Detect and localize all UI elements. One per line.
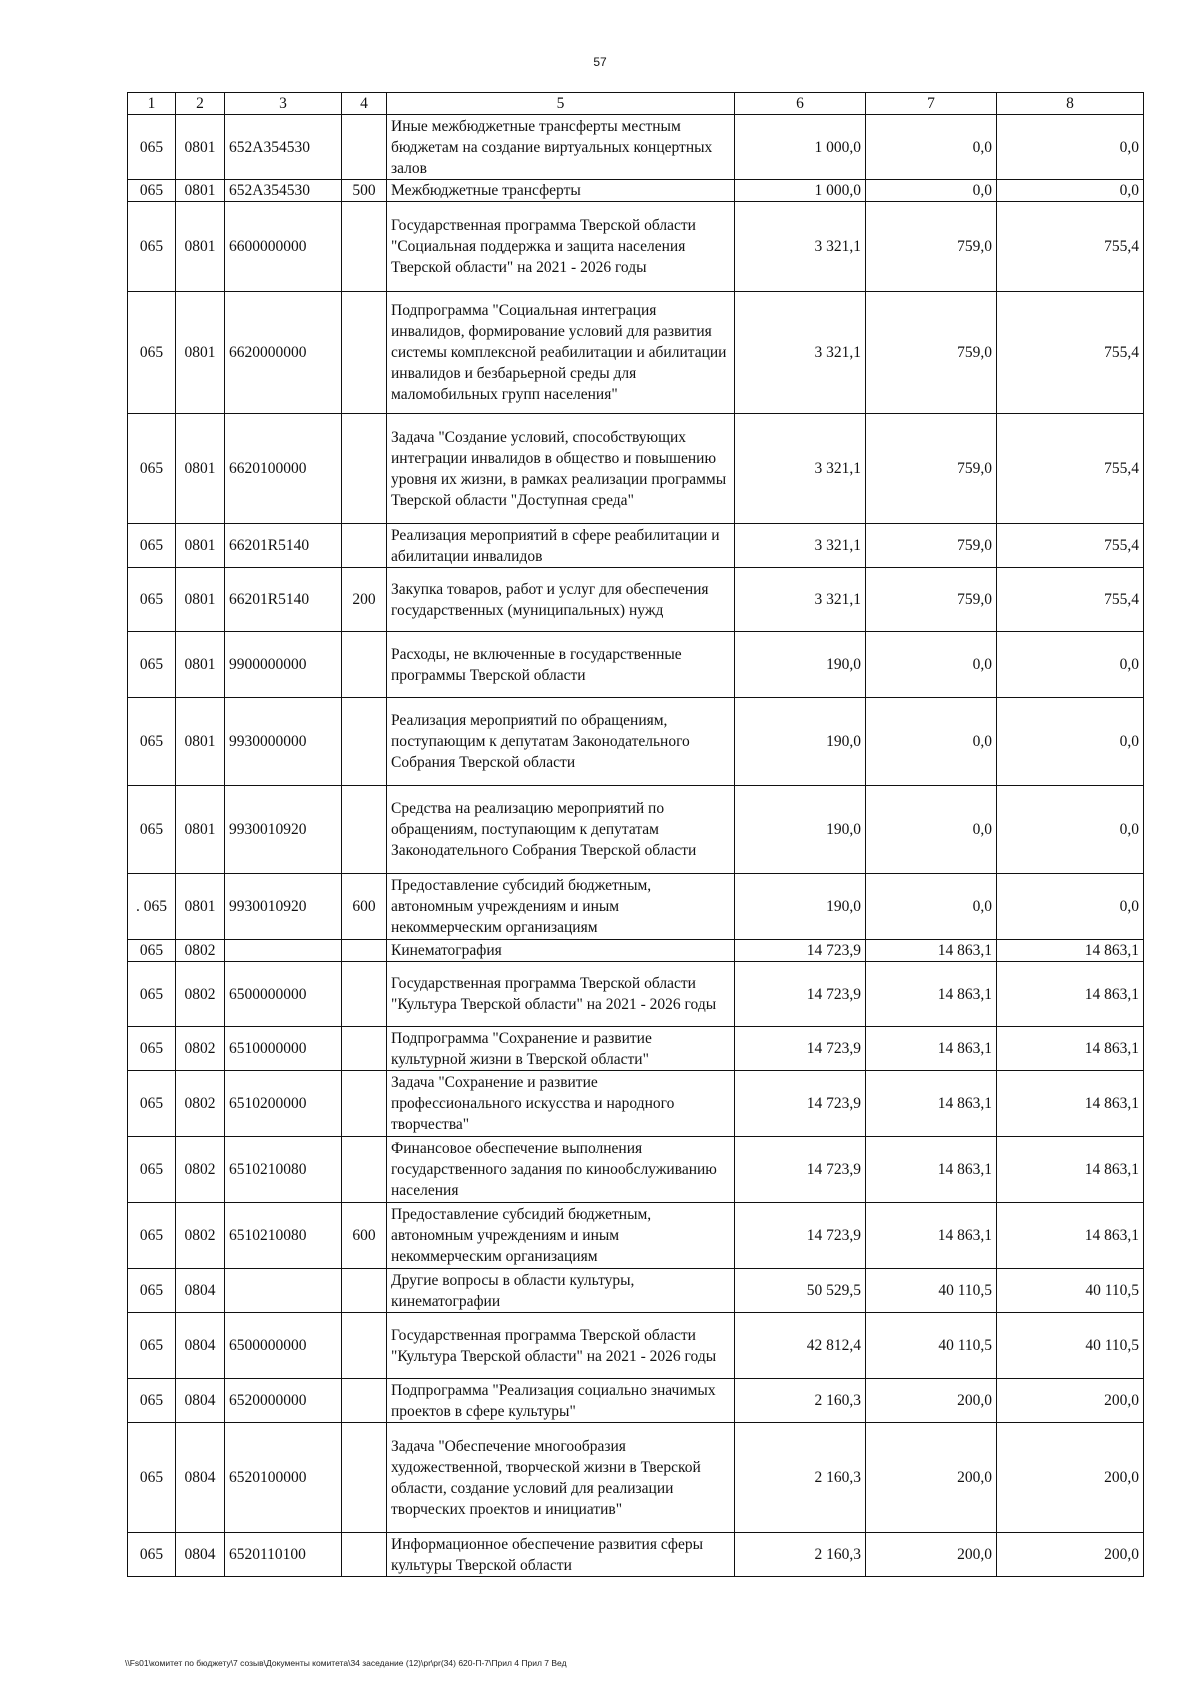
cell-target-article: 6510210080 <box>225 1203 342 1269</box>
table-row <box>128 1027 1144 1071</box>
page-number: 57 <box>593 55 607 69</box>
cell-expense-type <box>342 940 387 962</box>
cell-section-code: 0802 <box>176 940 225 962</box>
cell-amount-col6: 50 529,5 <box>735 1269 866 1313</box>
cell-amount-col7: 759,0 <box>866 292 997 414</box>
cell-section-code: 0801 <box>176 786 225 874</box>
cell-section-code: 0804 <box>176 1423 225 1533</box>
cell-description: Подпрограмма "Сохранение и развитие культурной жизни в Тверской области" <box>387 1027 735 1071</box>
table-row <box>128 568 1144 632</box>
cell-ministry-code: . 065 <box>128 874 176 940</box>
table-row <box>128 524 1144 568</box>
cell-description: Расходы, не включенные в государственные программы Тверской области <box>387 632 735 698</box>
header-cell: 8 <box>997 93 1144 115</box>
cell-amount-col8: 0,0 <box>997 874 1144 940</box>
cell-target-article: 9930000000 <box>225 698 342 786</box>
cell-amount-col7: 0,0 <box>866 115 997 180</box>
cell-description: Задача "Обеспечение многообразия художественной, творческой жизни в Тверской области, создание условий для реализации творческих проектов и инициатив" <box>387 1423 735 1533</box>
cell-section-code: 0801 <box>176 115 225 180</box>
header-cell: 3 <box>225 93 342 115</box>
table-row <box>128 1533 1144 1577</box>
header-cell: 6 <box>735 93 866 115</box>
cell-expense-type <box>342 292 387 414</box>
cell-expense-type <box>342 698 387 786</box>
cell-amount-col6: 14 723,9 <box>735 1071 866 1137</box>
cell-amount-col8: 40 110,5 <box>997 1313 1144 1379</box>
cell-amount-col6: 3 321,1 <box>735 414 866 524</box>
cell-section-code: 0802 <box>176 1027 225 1071</box>
cell-target-article: 6500000000 <box>225 962 342 1027</box>
cell-ministry-code: 065 <box>128 1379 176 1423</box>
table-row <box>128 180 1144 202</box>
cell-target-article: 652A354530 <box>225 180 342 202</box>
cell-expense-type <box>342 1379 387 1423</box>
cell-expense-type <box>342 1533 387 1577</box>
cell-section-code: 0801 <box>176 874 225 940</box>
cell-target-article: 652A354530 <box>225 115 342 180</box>
header-cell: 2 <box>176 93 225 115</box>
cell-description: Государственная программа Тверской области "Социальная поддержка и защита населения Тверской области" на 2021 - 2026 годы <box>387 202 735 292</box>
cell-amount-col8: 14 863,1 <box>997 1071 1144 1137</box>
cell-expense-type <box>342 632 387 698</box>
cell-amount-col7: 759,0 <box>866 524 997 568</box>
cell-target-article: 6510000000 <box>225 1027 342 1071</box>
table-row <box>128 1313 1144 1379</box>
cell-amount-col7: 40 110,5 <box>866 1313 997 1379</box>
table-row <box>128 1203 1144 1269</box>
cell-description: Другие вопросы в области культуры, кинематографии <box>387 1269 735 1313</box>
cell-target-article: 9930010920 <box>225 786 342 874</box>
cell-target-article: 6520000000 <box>225 1379 342 1423</box>
cell-amount-col7: 759,0 <box>866 202 997 292</box>
header-cell: 4 <box>342 93 387 115</box>
cell-expense-type <box>342 1423 387 1533</box>
cell-expense-type <box>342 1027 387 1071</box>
cell-section-code: 0802 <box>176 1137 225 1203</box>
cell-amount-col8: 755,4 <box>997 568 1144 632</box>
cell-target-article: 66201R5140 <box>225 568 342 632</box>
cell-amount-col8: 755,4 <box>997 414 1144 524</box>
cell-expense-type <box>342 414 387 524</box>
cell-ministry-code: 065 <box>128 1313 176 1379</box>
cell-expense-type: 600 <box>342 1203 387 1269</box>
cell-amount-col7: 0,0 <box>866 786 997 874</box>
cell-expense-type: 200 <box>342 568 387 632</box>
cell-amount-col7: 0,0 <box>866 698 997 786</box>
cell-amount-col7: 14 863,1 <box>866 1027 997 1071</box>
cell-amount-col7: 200,0 <box>866 1533 997 1577</box>
cell-section-code: 0801 <box>176 632 225 698</box>
table-row <box>128 874 1144 940</box>
table-row <box>128 1071 1144 1137</box>
cell-amount-col6: 14 723,9 <box>735 1137 866 1203</box>
cell-ministry-code: 065 <box>128 292 176 414</box>
cell-description: Подпрограмма "Реализация социально значимых проектов в сфере культуры" <box>387 1379 735 1423</box>
cell-amount-col8: 200,0 <box>997 1533 1144 1577</box>
cell-ministry-code: 065 <box>128 698 176 786</box>
cell-amount-col8: 755,4 <box>997 524 1144 568</box>
cell-expense-type <box>342 786 387 874</box>
cell-description: Реализация мероприятий в сфере реабилитации и абилитации инвалидов <box>387 524 735 568</box>
cell-expense-type: 600 <box>342 874 387 940</box>
cell-description: Финансовое обеспечение выполнения государственного задания по кинообслуживанию населения <box>387 1137 735 1203</box>
cell-amount-col7: 14 863,1 <box>866 962 997 1027</box>
cell-section-code: 0804 <box>176 1379 225 1423</box>
cell-amount-col8: 14 863,1 <box>997 940 1144 962</box>
table-row <box>128 786 1144 874</box>
cell-ministry-code: 065 <box>128 1203 176 1269</box>
cell-amount-col7: 0,0 <box>866 180 997 202</box>
table-row <box>128 1137 1144 1203</box>
cell-description: Предоставление субсидий бюджетным, автономным учреждениям и иным некоммерческим организациям <box>387 1203 735 1269</box>
cell-section-code: 0804 <box>176 1313 225 1379</box>
cell-amount-col8: 0,0 <box>997 786 1144 874</box>
cell-ministry-code: 065 <box>128 632 176 698</box>
cell-target-article: 6510210080 <box>225 1137 342 1203</box>
cell-section-code: 0804 <box>176 1533 225 1577</box>
cell-amount-col6: 190,0 <box>735 698 866 786</box>
cell-amount-col8: 14 863,1 <box>997 962 1144 1027</box>
cell-amount-col6: 190,0 <box>735 632 866 698</box>
cell-description: Государственная программа Тверской области "Культура Тверской области" на 2021 - 2026 годы <box>387 1313 735 1379</box>
cell-section-code: 0801 <box>176 180 225 202</box>
cell-ministry-code: 065 <box>128 414 176 524</box>
cell-ministry-code: 065 <box>128 1137 176 1203</box>
cell-description: Реализация мероприятий по обращениям, поступающим к депутатам Законодательного Собрания Тверской области <box>387 698 735 786</box>
cell-amount-col8: 14 863,1 <box>997 1137 1144 1203</box>
header-row <box>128 93 1144 115</box>
cell-amount-col8: 14 863,1 <box>997 1203 1144 1269</box>
table-row <box>128 202 1144 292</box>
table-row <box>128 414 1144 524</box>
cell-amount-col8: 14 863,1 <box>997 1027 1144 1071</box>
cell-section-code: 0801 <box>176 568 225 632</box>
cell-amount-col8: 0,0 <box>997 180 1144 202</box>
cell-amount-col8: 200,0 <box>997 1423 1144 1533</box>
cell-amount-col8: 0,0 <box>997 698 1144 786</box>
cell-section-code: 0802 <box>176 962 225 1027</box>
cell-amount-col7: 14 863,1 <box>866 1203 997 1269</box>
cell-amount-col6: 1 000,0 <box>735 115 866 180</box>
cell-description: Информационное обеспечение развития сферы культуры Тверской области <box>387 1533 735 1577</box>
cell-expense-type <box>342 524 387 568</box>
cell-ministry-code: 065 <box>128 1027 176 1071</box>
cell-amount-col8: 755,4 <box>997 292 1144 414</box>
cell-target-article: 6520100000 <box>225 1423 342 1533</box>
cell-target-article: 9930010920 <box>225 874 342 940</box>
cell-target-article: 6620000000 <box>225 292 342 414</box>
cell-section-code: 0801 <box>176 414 225 524</box>
cell-description: Кинематография <box>387 940 735 962</box>
cell-description: Предоставление субсидий бюджетным, автономным учреждениям и иным некоммерческим организациям <box>387 874 735 940</box>
cell-description: Иные межбюджетные трансферты местным бюджетам на создание виртуальных концертных залов <box>387 115 735 180</box>
cell-amount-col7: 40 110,5 <box>866 1269 997 1313</box>
cell-description: Закупка товаров, работ и услуг для обеспечения государственных (муниципальных) нужд <box>387 568 735 632</box>
cell-section-code: 0804 <box>176 1269 225 1313</box>
table-row <box>128 940 1144 962</box>
cell-target-article: 9900000000 <box>225 632 342 698</box>
cell-amount-col6: 1 000,0 <box>735 180 866 202</box>
cell-ministry-code: 065 <box>128 568 176 632</box>
cell-amount-col7: 14 863,1 <box>866 1071 997 1137</box>
cell-expense-type <box>342 115 387 180</box>
cell-description: Межбюджетные трансферты <box>387 180 735 202</box>
cell-expense-type: 500 <box>342 180 387 202</box>
cell-amount-col7: 759,0 <box>866 414 997 524</box>
cell-section-code: 0802 <box>176 1203 225 1269</box>
table-row <box>128 1379 1144 1423</box>
cell-amount-col6: 2 160,3 <box>735 1423 866 1533</box>
cell-amount-col7: 14 863,1 <box>866 940 997 962</box>
cell-amount-col6: 190,0 <box>735 786 866 874</box>
cell-ministry-code: 065 <box>128 1533 176 1577</box>
cell-ministry-code: 065 <box>128 180 176 202</box>
header-cell: 5 <box>387 93 735 115</box>
cell-expense-type <box>342 1137 387 1203</box>
header-cell: 7 <box>866 93 997 115</box>
cell-expense-type <box>342 962 387 1027</box>
cell-ministry-code: 065 <box>128 1269 176 1313</box>
cell-section-code: 0802 <box>176 1071 225 1137</box>
table-row <box>128 632 1144 698</box>
cell-amount-col6: 3 321,1 <box>735 292 866 414</box>
table-row <box>128 1269 1144 1313</box>
cell-target-article: 6510200000 <box>225 1071 342 1137</box>
cell-amount-col7: 14 863,1 <box>866 1137 997 1203</box>
cell-amount-col6: 14 723,9 <box>735 962 866 1027</box>
cell-target-article: 6520110100 <box>225 1533 342 1577</box>
cell-description: Средства на реализацию мероприятий по обращениям, поступающим к депутатам Законодательного Собрания Тверской области <box>387 786 735 874</box>
cell-amount-col8: 200,0 <box>997 1379 1144 1423</box>
cell-amount-col6: 42 812,4 <box>735 1313 866 1379</box>
cell-amount-col6: 3 321,1 <box>735 524 866 568</box>
cell-description: Подпрограмма "Социальная интеграция инвалидов, формирование условий для развития системы комплексной реабилитации и абилитации инвалидов и безбарьерной среды для маломобильных групп населения" <box>387 292 735 414</box>
table-row <box>128 292 1144 414</box>
cell-amount-col8: 0,0 <box>997 632 1144 698</box>
cell-description: Государственная программа Тверской области "Культура Тверской области" на 2021 - 2026 годы <box>387 962 735 1027</box>
cell-expense-type <box>342 1071 387 1137</box>
cell-target-article: 6500000000 <box>225 1313 342 1379</box>
budget-table <box>127 92 1144 1577</box>
cell-ministry-code: 065 <box>128 115 176 180</box>
cell-amount-col7: 0,0 <box>866 874 997 940</box>
table-row <box>128 698 1144 786</box>
footer-file-path: \\Fs01\комитет по бюджету\7 созыв\Документы комитета\34 заседание (12)\pr\pr(34) 620-П-7\Прил 4 Прил 7 Вед <box>125 1658 567 1668</box>
table-row <box>128 962 1144 1027</box>
cell-ministry-code: 065 <box>128 524 176 568</box>
cell-target-article <box>225 1269 342 1313</box>
header-cell: 1 <box>128 93 176 115</box>
cell-section-code: 0801 <box>176 524 225 568</box>
cell-ministry-code: 065 <box>128 786 176 874</box>
cell-amount-col6: 3 321,1 <box>735 568 866 632</box>
cell-amount-col8: 40 110,5 <box>997 1269 1144 1313</box>
table-row <box>128 115 1144 180</box>
cell-amount-col7: 759,0 <box>866 568 997 632</box>
cell-amount-col7: 0,0 <box>866 632 997 698</box>
cell-amount-col8: 0,0 <box>997 115 1144 180</box>
cell-section-code: 0801 <box>176 202 225 292</box>
cell-amount-col6: 14 723,9 <box>735 1027 866 1071</box>
cell-amount-col6: 2 160,3 <box>735 1379 866 1423</box>
cell-section-code: 0801 <box>176 292 225 414</box>
cell-amount-col8: 755,4 <box>997 202 1144 292</box>
cell-expense-type <box>342 1313 387 1379</box>
table-body <box>128 93 1144 1577</box>
cell-ministry-code: 065 <box>128 202 176 292</box>
cell-ministry-code: 065 <box>128 962 176 1027</box>
cell-description: Задача "Сохранение и развитие профессионального искусства и народного творчества" <box>387 1071 735 1137</box>
cell-target-article: 6620100000 <box>225 414 342 524</box>
cell-amount-col6: 3 321,1 <box>735 202 866 292</box>
cell-amount-col6: 190,0 <box>735 874 866 940</box>
cell-target-article: 66201R5140 <box>225 524 342 568</box>
cell-expense-type <box>342 1269 387 1313</box>
cell-description: Задача "Создание условий, способствующих интеграции инвалидов в общество и повышению уровня их жизни, в рамках реализации программы Тверской области "Доступная среда" <box>387 414 735 524</box>
table-row <box>128 1423 1144 1533</box>
cell-expense-type <box>342 202 387 292</box>
cell-target-article: 6600000000 <box>225 202 342 292</box>
cell-ministry-code: 065 <box>128 1071 176 1137</box>
cell-target-article <box>225 940 342 962</box>
cell-ministry-code: 065 <box>128 1423 176 1533</box>
cell-amount-col7: 200,0 <box>866 1379 997 1423</box>
cell-amount-col6: 14 723,9 <box>735 1203 866 1269</box>
cell-amount-col6: 2 160,3 <box>735 1533 866 1577</box>
cell-ministry-code: 065 <box>128 940 176 962</box>
cell-section-code: 0801 <box>176 698 225 786</box>
cell-amount-col7: 200,0 <box>866 1423 997 1533</box>
cell-amount-col6: 14 723,9 <box>735 940 866 962</box>
